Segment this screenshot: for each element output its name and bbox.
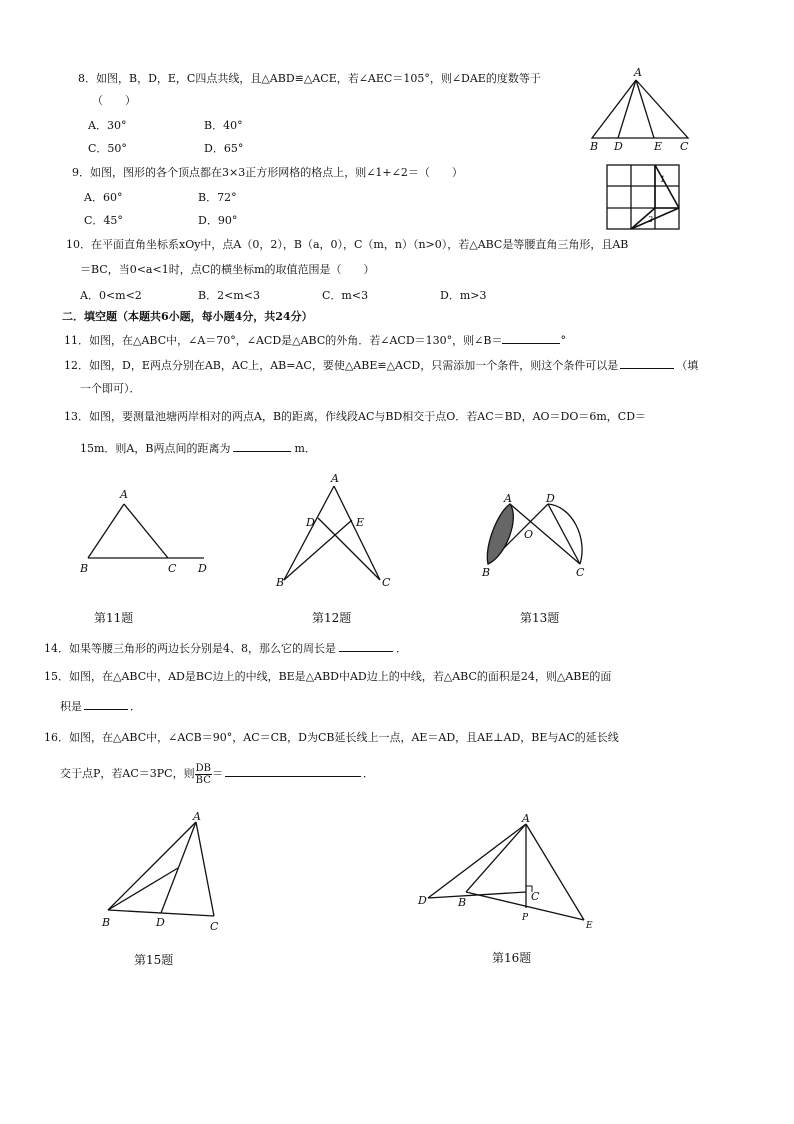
q11-answer-blank[interactable] [502,332,560,344]
fig16-label-p: P [522,913,529,923]
fig11-side-ab [88,504,124,558]
fig15-caption: 第15题 [134,953,174,967]
q9-option-b: B．72° [198,191,237,204]
q14-answer-blank[interactable] [339,640,393,652]
fig13-segment-ac [510,504,580,564]
q13-answer-blank[interactable] [233,440,291,452]
fig15-label-b: B [102,916,111,929]
q8-answer-paren: （ ） [92,94,136,107]
fig16-segment-ad [428,824,526,898]
fig16-label-b: B [458,896,467,909]
fig15 [100,812,240,936]
q15-answer-blank[interactable] [84,698,128,710]
q10-option-a: A．0<m<2 [80,289,142,302]
q13-stem-line1: 13．如图，要测量池塘两岸相对的两点A，B的距离，作线段AC与BD相交于点O．若AC＝BD，AO＝DO＝6m，CD＝ [64,410,647,423]
q14-end: ． [396,642,407,655]
fig16-label-a: A [522,812,530,825]
q8-figure [588,66,698,156]
fig15-label-c: C [210,920,219,933]
q10-option-b: B．2<m<3 [198,289,260,302]
fig16-segment-ae [526,824,584,920]
q9-option-c: C．45° [84,214,123,227]
q8-option-c: C．50° [88,142,127,155]
fig12-label-d: D [306,516,315,529]
fig13-label-c: C [576,566,585,579]
fig16-caption: 第16题 [492,951,532,965]
q8-option-a: A．30° [88,119,127,132]
q12-stem-line1 [64,357,698,373]
fig15-label-a: A [193,810,201,823]
q13-stem-line2 [80,440,316,456]
q14-stem [44,640,407,656]
q16-stem-line2 [60,762,374,786]
fig13 [476,490,606,586]
section-2-heading: 二．填空题（本题共6小题，每小题4分，共24分） [62,310,313,323]
fig16-label-e: E [586,921,593,931]
q16-frac-numerator: DB [195,762,211,774]
fig13-label-o: O [524,528,534,541]
fig12-segment-be [284,520,352,580]
q8-outer-triangle [592,80,688,138]
q9-angle1-label: 1 [660,175,666,184]
fig11 [76,484,216,580]
fig12 [272,472,402,592]
q9-stem: 9．如图，图形的各个顶点都在3×3正方形网格的格点上，则∠1+∠2＝（ ） [72,166,463,179]
fig12-caption: 第12题 [312,611,352,625]
q11-stem [64,332,566,348]
q9-angle2-label: 2 [648,215,654,224]
q11-text: 11．如图，在△ABC中，∠A＝70°，∠ACD是△ABC的外角．若∠ACD＝130°，则∠B＝ [64,334,503,347]
fig11-label-b: B [80,562,89,575]
fig13-segment-dc [548,504,580,564]
q15-stem-line2 [60,698,141,714]
fig13-caption: 第13题 [520,611,560,625]
fig16 [414,814,598,934]
q8-segment-ad [618,80,636,138]
q10-stem-line2: ＝BC，当0<a<1时，点C的横坐标m的取值范围是（ ） [80,263,375,276]
q16-stem-line1: 16．如图，在△ABC中，∠ACB＝90°，AC＝CB，D为CB延长线上一点，AE＝AD，且AE⊥AD，BE与AC的延长线 [44,731,619,744]
fig15-median-ad [161,822,196,913]
q15-end: ． [130,700,141,713]
fig15-side-ab [108,822,196,910]
fig11-caption: 第11题 [94,611,134,625]
q9-grid-figure [606,164,682,232]
fig11-side-ac [124,504,168,558]
fig12-label-b: B [276,576,285,589]
q13-text: 15m．则A，B两点间的距离为 [80,442,231,455]
q10-option-c: C．m<3 [322,289,369,302]
fig16-label-d: D [418,894,427,907]
q12-stem-line2: 一个即可）． [80,382,141,395]
fig12-side-ac [334,486,380,580]
fig16-label-c: C [531,890,540,903]
q16-answer-blank[interactable] [225,765,361,777]
fig13-pond-shape [487,504,513,564]
q8-label-e: E [654,140,663,153]
q10-option-d: D．m>3 [440,289,487,302]
fig13-label-b: B [482,566,491,579]
q8-label-b: B [590,140,599,153]
q16-text: 交于点P，若AC＝3PC，则 [60,767,195,780]
q8-segment-ae [636,80,654,138]
fig11-label-d: D [198,562,207,575]
q15-text: 积是 [60,700,82,713]
q13-unit: m． [294,442,316,455]
fig15-label-d: D [156,916,165,929]
fig12-label-c: C [382,576,391,589]
q16-fraction [195,763,212,786]
fig12-label-a: A [331,472,339,485]
q16-frac-denominator: BC [195,774,211,786]
q12-answer-blank[interactable] [620,357,674,369]
q8-option-b: B．40° [204,119,243,132]
fig12-segment-cd [318,518,380,580]
q8-label-d: D [614,140,623,153]
q16-equals: ＝ [211,767,223,780]
fig12-label-e: E [356,516,365,529]
fig12-side-ab [284,486,334,580]
q14-text: 14．如果等腰三角形的两边长分别是4、8，那么它的周长是 [44,642,336,655]
fig11-label-c: C [168,562,177,575]
fig13-label-d: D [546,492,555,505]
q9-option-d: D．90° [198,214,238,227]
fig15-side-ac [196,822,214,916]
q8-stem: 8．如图，B，D，E，C四点共线，且△ABD≌△ACE，若∠AEC＝105°，则∠DAE的度数等于 [78,72,541,85]
q8-label-c: C [680,140,689,153]
q9-option-a: A．60° [84,191,123,204]
fig13-label-a: A [504,492,512,505]
q8-label-a: A [634,66,642,79]
fig16-segment-ab [466,824,526,892]
q8-option-d: D．65° [204,142,244,155]
q12-text: 12．如图，D，E两点分别在AB，AC上，AB=AC，要使△ABE≌△ACD，只需添加一个条件，则这个条件可以是 [64,359,619,372]
q12-fill-note: （填 [676,359,699,372]
q16-end: ． [362,767,374,780]
q11-unit: ° [560,334,566,347]
q15-stem-line1: 15．如图，在△ABC中，AD是BC边上的中线，BE是△ABD中AD边上的中线，若△ABC的面积是24，则△ABE的面 [44,670,612,683]
q10-stem-line1: 10．在平面直角坐标系xOy中，点A（0，2），B（a，0），C（m，n）（n>0），若△ABC是等腰直角三角形，且AB [66,238,629,251]
fig11-label-a: A [120,488,128,501]
